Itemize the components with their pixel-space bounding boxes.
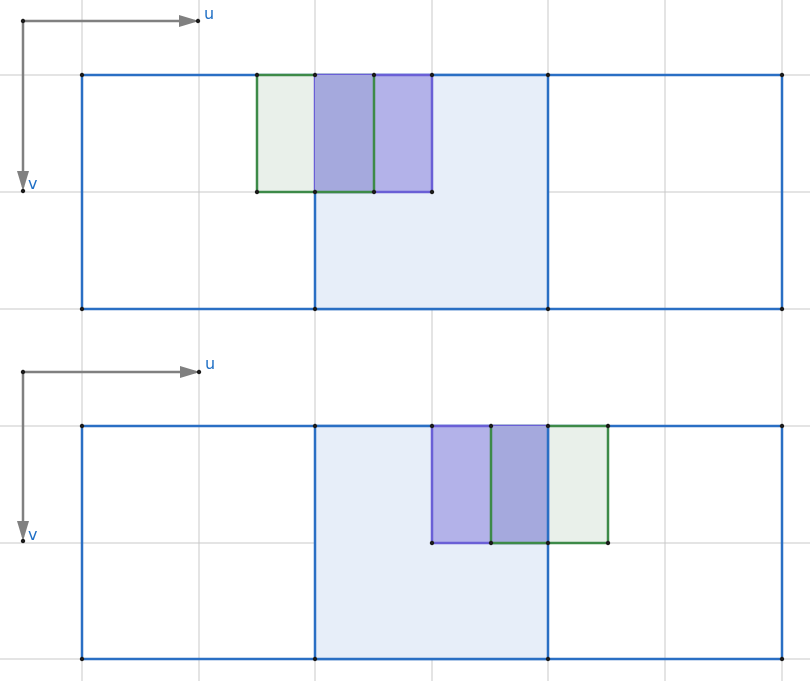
overlap-region (491, 426, 548, 543)
u-axis-label: u (204, 4, 215, 23)
u-axis-label: u (205, 354, 216, 373)
v-axis-label: v (28, 174, 38, 193)
overlap-region (315, 75, 374, 192)
v-axis-label: v (28, 525, 38, 544)
panel-bottom (17, 354, 784, 661)
panel-top (17, 4, 784, 311)
